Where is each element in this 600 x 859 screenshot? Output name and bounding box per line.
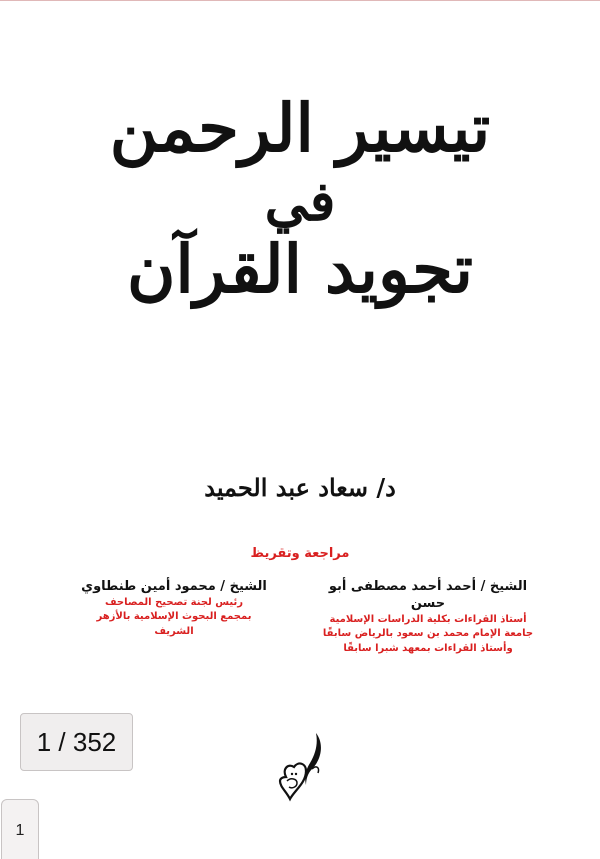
reviewer-left-line: بمجمع البحوث الإسلامية بالأزهر الشريف <box>96 611 252 637</box>
author-name: د/ سعاد عبد الحميد <box>204 473 396 502</box>
reviewer-right-name: الشيخ / أحمد أحمد مصطفى أبو حسن <box>328 579 528 611</box>
title-line-1: تيسير الرحمن <box>109 89 491 167</box>
publisher-logo-icon <box>272 729 332 809</box>
reviewer-right-line: أستاذ القراءات بكلية الدراسات الإسلامية <box>329 613 527 625</box>
review-label: مراجعة وتقريظ <box>250 546 350 561</box>
title-line-2: في <box>264 168 336 233</box>
reviewer-right-line: جامعة الإمام محمد بن سعود بالرياض سابقًا <box>322 628 534 640</box>
reviewer-right-line: وأستاذ القراءات بمعهد شبرا سابقًا <box>343 642 513 654</box>
reviewer-left <box>78 579 270 639</box>
reviewer-left-line: رئيس لجنة تصحيح المصاحف <box>105 596 243 608</box>
reviewer-right <box>322 579 534 656</box>
page-counter-badge: 1 / 352 <box>20 713 133 771</box>
reviewer-left-name: الشيخ / محمود أمين طنطاوي <box>81 579 267 594</box>
title-line-3: تجويد القرآن <box>126 229 474 308</box>
book-title <box>0 91 600 307</box>
page-number-tab[interactable]: 1 <box>1 799 39 859</box>
